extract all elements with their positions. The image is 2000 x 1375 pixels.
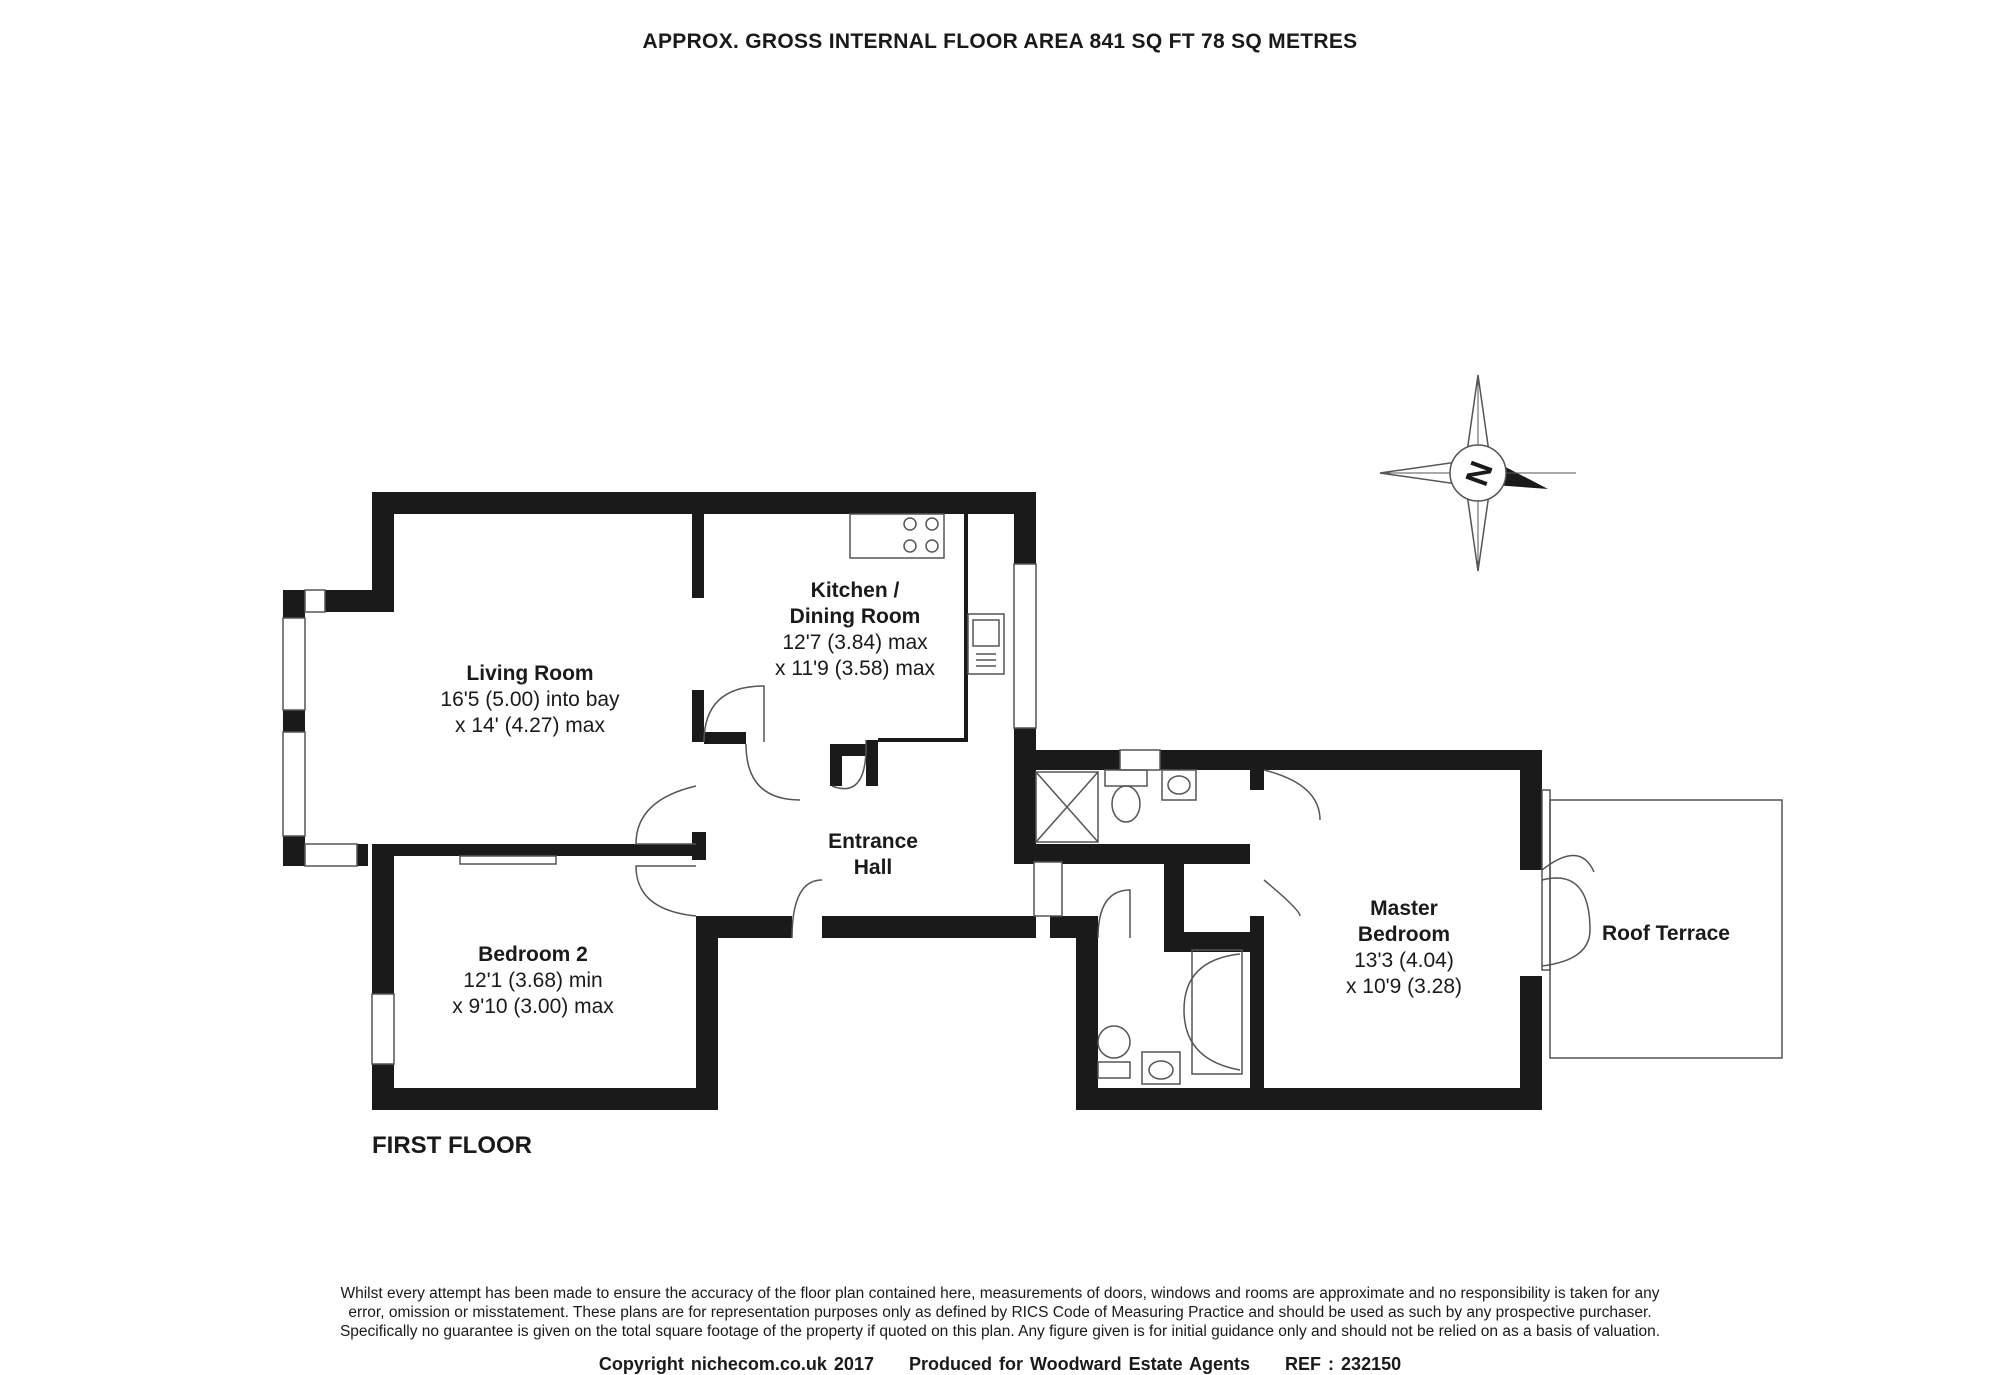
kitchen-dim1: 12'7 (3.84) max [782, 631, 928, 654]
roof-terrace-label [1602, 921, 1730, 947]
disclaimer-line3: Specifically no guarantee is given on the total square footage of the property if quoted on this plan. Any figure given is for initial guidance only and should not be relied on as a basis of valuation. [339, 1323, 1661, 1340]
kitchen-dim2: x 11'9 (3.58) max [774, 657, 936, 680]
master-name2: Bedroom [1357, 923, 1451, 946]
footer-copyright: Copyright nichecom.co.uk 2017 [598, 1354, 874, 1374]
living-room-dim1: 16'5 (5.00) into bay [440, 688, 620, 711]
bedroom2-name: Bedroom 2 [478, 943, 588, 966]
living-room-label [440, 661, 619, 739]
north-compass-icon [1380, 375, 1576, 571]
disclaimer [230, 1284, 1770, 1341]
hall-name: Entrance [828, 830, 918, 853]
entrance-hall-label [828, 829, 918, 881]
kitchen-name2: Dining Room [789, 605, 921, 628]
master-dim1: 13'3 (4.04) [1354, 949, 1454, 972]
hall-name2: Hall [853, 856, 893, 879]
living-room-name: Living Room [466, 662, 594, 685]
compass-letter: N [1458, 456, 1500, 491]
footer-ref: REF : 232150 [1285, 1354, 1402, 1374]
floor-area-title: APPROX. GROSS INTERNAL FLOOR AREA 841 SQ FT 78 SQ METRES [642, 30, 1358, 53]
master-bedroom-label [1346, 896, 1462, 1000]
kitchen-name: Kitchen / [810, 579, 900, 602]
living-room-dim2: x 14' (4.27) max [455, 714, 605, 737]
bedroom2-label [452, 942, 614, 1020]
floor-label: FIRST FLOOR [372, 1132, 532, 1159]
disclaimer-line1: Whilst every attempt has been made to ensure the accuracy of the floor plan contained here, measurements of doors, windows and rooms are approximate and no responsibility is taken for any [340, 1285, 1660, 1302]
disclaimer-line2: error, omission or misstatement. These plans are for representation purposes only as defined by RICS Code of Measuring Practice and should be used as such by any prospective purchaser. [348, 1304, 1652, 1321]
bedroom2-dim2: x 9'10 (3.00) max [452, 995, 614, 1018]
bedroom2-dim1: 12'1 (3.68) min [463, 969, 603, 992]
footer-produced: Produced for Woodward Estate Agents [908, 1354, 1251, 1374]
kitchen-label [775, 578, 935, 682]
terrace-name: Roof Terrace [1602, 922, 1730, 945]
master-name: Master [1370, 897, 1438, 920]
master-dim2: x 10'9 (3.28) [1345, 975, 1463, 998]
